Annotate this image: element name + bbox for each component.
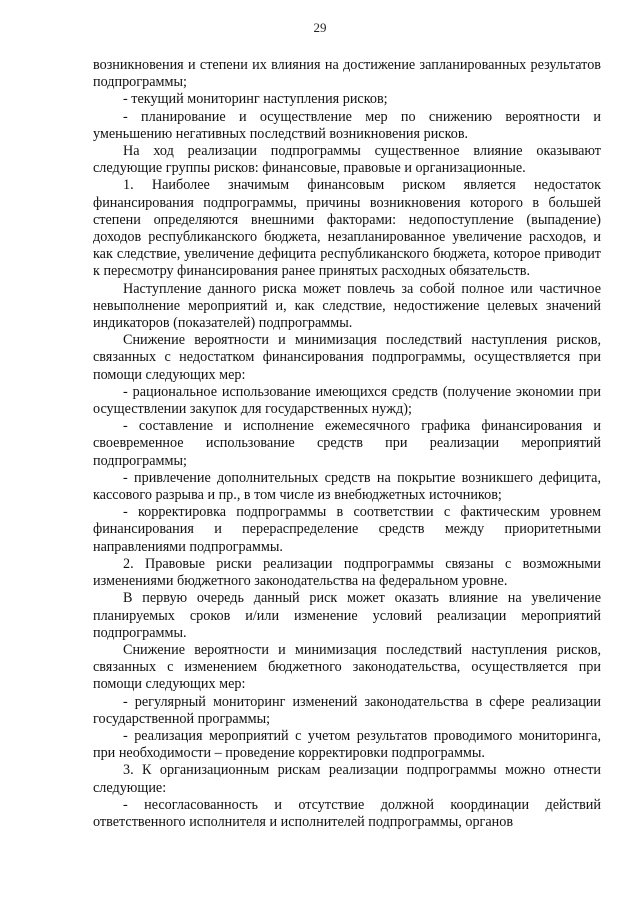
list-item-rational-use: - рациональное использование имеющихся средств (получение экономии при осуществлении закупок для государственных нужд);	[93, 383, 601, 418]
paragraph-financial-risk-consequences: Наступление данного риска может повлечь за собой полное или частичное невыполнение мероприятий и, как следствие, недостижение целевых значений индикаторов (показателей) подпрограммы.	[93, 280, 601, 332]
list-item-monitoring-based-implementation: - реализация мероприятий с учетом результатов проводимого мониторинга, при необходимости – проведение корректировки подпрограммы.	[93, 727, 601, 762]
paragraph-legal-risk-impact: В первую очередь данный риск может оказать влияние на увеличение планируемых сроков и/или изменение условий реализации мероприятий подпрограммы.	[93, 590, 601, 641]
paragraph-financial-risk: 1. Наиболее значимым финансовым риском является недостаток финансирования подпрограммы, причины возникновения которого в большей степени определяются внешними факторами: недопоступление (выпадение) доходов республиканского бюджета, незапланированное увеличение расходов, и как следствие, увеличение дефицита республиканского бюджета, которое приводит к пересмотру финансирования ранее принятых расходных обязательств.	[93, 177, 601, 280]
document-body	[93, 57, 601, 831]
list-item-additional-funds: - привлечение дополнительных средств на покрытие возникшего дефицита, кассового разрыва и пр., в том числе из внебюджетных источников;	[93, 469, 601, 504]
paragraph-legal-risk: 2. Правовые риски реализации подпрограммы связаны с возможными изменениями бюджетного законодательства на федеральном уровне.	[93, 555, 601, 590]
list-item-program-adjustment: - корректировка подпрограммы в соответствии с фактическим уровнем финансирования и перераспределение средств между приоритетными направлениями подпрограммы.	[93, 504, 601, 555]
list-item-coordination-issues: - несогласованность и отсутствие должной координации действий ответственного исполнителя и исполнителей подпрограммы, органов	[93, 796, 601, 830]
list-item-risk-mitigation-planning: - планирование и осуществление мер по снижению вероятности и уменьшению негативных последствий возникновения рисков.	[93, 108, 601, 142]
paragraph-continuation: возникновения и степени их влияния на достижение запланированных результатов подпрограммы;	[93, 57, 601, 91]
paragraph-legal-risk-measures-intro: Снижение вероятности и минимизация последствий наступления рисков, связанных с изменением бюджетного законодательства, осуществляется при помощи следующих мер:	[93, 641, 601, 693]
paragraph-financial-risk-measures-intro: Снижение вероятности и минимизация последствий наступления рисков, связанных с недостатком финансирования подпрограммы, осуществляется при помощи следующих мер:	[93, 332, 601, 383]
page-number: 29	[313, 20, 327, 35]
list-item-monthly-schedule: - составление и исполнение ежемесячного графика финансирования и своевременное использование средств при реализации мероприятий подпрограммы;	[93, 418, 601, 469]
list-item-legislation-monitoring: - регулярный мониторинг изменений законодательства в сфере реализации государственной программы;	[93, 693, 601, 727]
paragraph-risk-groups: На ход реализации подпрограммы существенное влияние оказывают следующие группы рисков: финансовые, правовые и организационные.	[93, 143, 601, 177]
list-item-risk-monitoring: - текущий мониторинг наступления рисков;	[123, 91, 388, 108]
paragraph-organizational-risk: 3. К организационным рискам реализации подпрограммы можно отнести следующие:	[93, 762, 601, 796]
